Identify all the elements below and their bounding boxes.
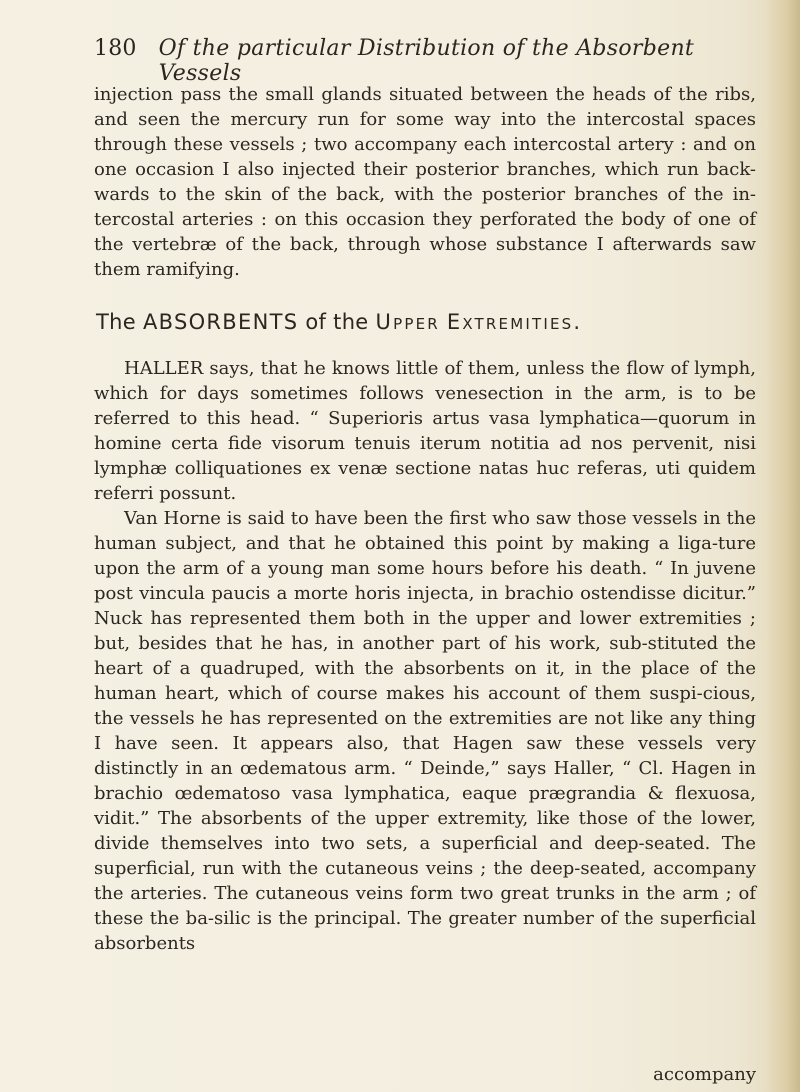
heading-of-the: of the <box>305 310 369 334</box>
section-heading <box>96 310 758 346</box>
running-title: Of the particular Distribution of the Absorbent Vessels <box>158 36 695 86</box>
page-edge-shadow <box>766 0 800 1092</box>
page-number: 180 <box>94 36 137 61</box>
heading-extremities: Extremities. <box>446 310 583 334</box>
paragraph-van-horne: Van Horne is said to have been the first who saw those vessels in the human subject, and that he obtained this point by making a liga-ture upon the arm of a young man some hours before his death. “ In juvene post vincula paucis a morte horis injecta, in brachio ostendisse dicitur.” Nuck has represented them both in the upper and lower extremities ; but, besides that he has, in another part of his work, sub-stituted the heart of a quadruped, with the absorbents on it, in the place of the human heart, which of course makes his account of them suspi-cious, the vessels he has represented on the extremities are not like any thing I have seen. It appears also, that Hagen saw these vessels very distinctly in an œdematous arm. “ Deinde,” says Haller, “ Cl. Hagen in brachio œdematoso vasa lymphatica, eaque prægrandia & flexuosa, vidit.” The absorbents of the upper extremity, like those of the lower, divide themselves into two sets, a superficial and deep-seated. The superficial, run with the cutaneous veins ; the deep-seated, accompany the arteries. The cutaneous veins form two great trunks in the arm ; of these the ba-silic is the principal. The greater number of the superficial absorbents <box>94 508 756 954</box>
main-text-block <box>94 356 756 1072</box>
page-header <box>94 36 754 86</box>
heading-upper: Upper <box>375 310 440 334</box>
paragraph-top-1: injection pass the small glands situated between the heads of the ribs, and seen the mercury run for some way into the intercostal spaces through these vessels ; two accompany each intercostal artery : and on one occasion I also injected their posterior branches, which run back-wards to the skin of the back, with the posterior branches of the in-tercostal arteries : on this occasion they perforated the body of one of the vertebræ of the back, through whose substance I afterwards saw them ramifying. <box>94 84 756 280</box>
heading-prefix: The <box>96 310 136 334</box>
heading-main: ABSORBENTS <box>142 310 299 334</box>
catchword: accompany <box>653 1064 756 1085</box>
top-text-block <box>94 82 756 287</box>
paragraph-haller: HALLER says, that he knows little of them, unless the flow of lymph, which for days sometimes follows venesection in the arm, is to be referred to this head. “ Superioris artus vasa lymphatica—quorum in homine certa fide visorum tenuis iterum notitia ad nos pervenit, nisi lymphæ colliquationes ex venæ sectione natas huc referas, uti quidem referri possunt. <box>94 358 756 504</box>
